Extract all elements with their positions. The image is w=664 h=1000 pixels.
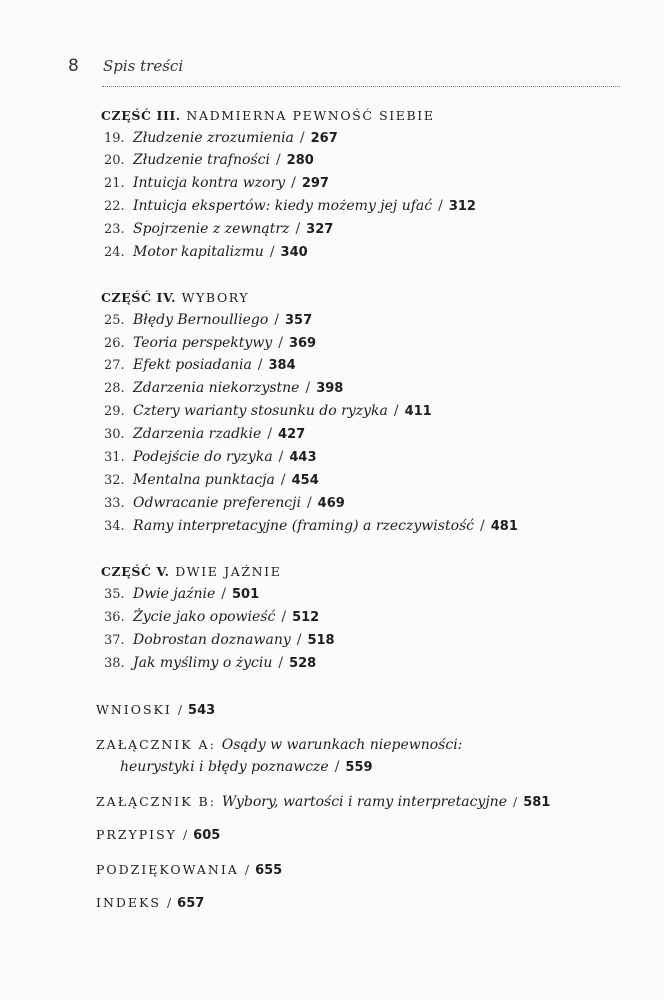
page-ref: 501 [231, 587, 260, 602]
separator: / [305, 380, 311, 396]
separator: / [296, 632, 302, 648]
section-label: ZAŁĄCZNIK B: [96, 794, 216, 809]
toc-entry[interactable] [104, 449, 317, 467]
toc-entry[interactable] [104, 518, 518, 536]
chapter-title: Intuicja ekspertów: kiedy możemy jej ufać [133, 198, 433, 214]
chapter-number: 36. [104, 610, 125, 625]
chapter-number: 29. [104, 404, 125, 419]
toc-acknowledgments[interactable] [96, 862, 282, 878]
chapter-title: Cztery warianty stosunku do ryzyka [133, 403, 388, 419]
page-ref: 469 [317, 496, 345, 511]
chapter-number: 21. [104, 176, 125, 191]
separator: / [177, 702, 183, 717]
separator: / [274, 312, 279, 328]
page-ref: 267 [310, 131, 338, 146]
chapter-number: 25. [104, 313, 125, 328]
toc-entry[interactable] [104, 221, 333, 239]
page-ref: 312 [448, 199, 476, 214]
page-ref: 543 [188, 703, 216, 718]
separator: / [182, 827, 188, 842]
appendix-title: Osądy w warunkach niepewności: [221, 737, 463, 753]
toc-appendix-a-continued[interactable] [120, 759, 373, 775]
page-ref: 340 [280, 245, 308, 260]
separator: / [291, 175, 296, 191]
toc-index[interactable] [96, 895, 204, 911]
part-name: NADMIERNA PEWNOŚĆ SIEBIE [186, 108, 435, 123]
page-ref: 518 [307, 633, 335, 648]
chapter-title: Złudzenie trafności [133, 152, 270, 168]
separator: / [269, 244, 275, 260]
part-label: CZĘŚĆ III. [101, 108, 181, 123]
appendix-title: Wybory, wartości i ramy interpretacyjne [221, 794, 507, 810]
separator: / [166, 895, 172, 910]
toc-entry[interactable] [104, 198, 476, 216]
toc-entry[interactable] [104, 130, 338, 148]
chapter-number: 30. [104, 427, 125, 442]
page-ref: 528 [289, 656, 317, 671]
toc-conclusions[interactable] [96, 702, 215, 718]
chapter-number: 32. [104, 473, 125, 488]
page-ref: 398 [316, 381, 344, 396]
page-ref: 657 [177, 896, 205, 911]
chapter-title: Życie jako opowieść [133, 609, 276, 625]
separator: / [221, 586, 226, 602]
page-ref: 297 [301, 176, 329, 191]
separator: / [295, 221, 301, 237]
separator: / [281, 609, 287, 625]
page-ref: 454 [291, 473, 319, 488]
separator: / [278, 449, 284, 465]
chapter-title: Teoria perspektywy [133, 335, 273, 351]
chapter-number: 19. [104, 131, 125, 146]
chapter-title: Dwie jaźnie [133, 586, 216, 602]
part-label: CZĘŚĆ IV. [101, 290, 177, 305]
chapter-number: 38. [104, 656, 125, 671]
chapter-number: 31. [104, 450, 125, 465]
toc-appendix-b[interactable] [96, 794, 550, 810]
toc-entry[interactable] [104, 335, 316, 353]
separator: / [438, 198, 443, 214]
chapter-title: Intuicja kontra wzory [133, 175, 286, 191]
chapter-number: 20. [104, 153, 125, 168]
chapter-title: Spojrzenie z zewnątrz [133, 221, 290, 237]
chapter-number: 26. [104, 336, 125, 351]
page-ref: 427 [278, 427, 306, 442]
part-heading [101, 564, 281, 579]
chapter-number: 22. [104, 199, 125, 214]
chapter-number: 34. [104, 519, 125, 534]
chapter-title: Odwracanie preferencji [133, 495, 301, 511]
toc-entry[interactable] [104, 403, 432, 421]
dotted-rule [102, 86, 620, 87]
page-ref: 280 [286, 153, 314, 168]
section-label: ZAŁĄCZNIK A: [96, 737, 216, 752]
page-ref: 443 [289, 450, 317, 465]
page-ref: 512 [292, 610, 320, 625]
page-ref: 327 [306, 222, 334, 237]
page-ref: 581 [523, 795, 551, 810]
chapter-title: Błędy Bernoulliego [133, 312, 269, 328]
separator: / [306, 495, 312, 511]
toc-entry[interactable] [104, 175, 329, 193]
separator: / [299, 130, 305, 146]
chapter-title: Jak myślimy o życiu [133, 655, 273, 671]
page-ref: 369 [288, 336, 317, 351]
toc-entry[interactable] [104, 152, 314, 170]
chapter-number: 37. [104, 633, 125, 648]
page-number: 8 [68, 56, 79, 76]
chapter-number: 24. [104, 245, 125, 260]
toc-entry[interactable] [104, 632, 335, 650]
toc-entry[interactable] [104, 655, 316, 673]
separator: / [257, 357, 263, 373]
chapter-title: Zdarzenia niekorzystne [133, 380, 300, 396]
separator: / [244, 862, 250, 877]
part-heading [101, 290, 249, 305]
separator: / [280, 472, 286, 488]
separator: / [267, 426, 273, 442]
chapter-number: 28. [104, 381, 125, 396]
running-title: Spis treści [103, 57, 184, 75]
section-label: PODZIĘKOWANIA [96, 862, 239, 877]
toc-entry[interactable] [104, 472, 319, 490]
chapter-title: Złudzenie zrozumienia [133, 130, 294, 146]
chapter-title: Zdarzenia rzadkie [133, 426, 262, 442]
part-label: CZĘŚĆ V. [101, 564, 170, 579]
part-name: DWIE JAŹNIE [175, 564, 282, 579]
section-label: WNIOSKI [96, 702, 172, 717]
section-label: INDEKS [96, 895, 161, 910]
toc-entry[interactable] [104, 380, 343, 398]
section-label: PRZYPISY [96, 827, 177, 842]
chapter-title: Podejście do ryzyka [133, 449, 273, 465]
toc-notes[interactable] [96, 827, 220, 843]
page-ref: 481 [490, 519, 518, 534]
toc-entry[interactable] [104, 586, 259, 604]
page-ref: 357 [285, 313, 313, 328]
toc-entry[interactable] [104, 495, 345, 513]
separator: / [278, 655, 284, 671]
part-heading [101, 108, 435, 123]
chapter-title: Ramy interpretacyjne (framing) a rzeczywistość [133, 518, 475, 534]
chapter-number: 23. [104, 222, 125, 237]
page-ref: 605 [193, 828, 221, 843]
toc-entry[interactable] [104, 312, 312, 330]
separator: / [334, 759, 340, 775]
chapter-number: 33. [104, 496, 125, 511]
chapter-title: Dobrostan doznawany [133, 632, 291, 648]
part-name: WYBORY [181, 290, 250, 305]
separator: / [480, 518, 485, 534]
separator: / [275, 152, 281, 168]
chapter-title: Efekt posiadania [133, 357, 252, 373]
toc-appendix-a[interactable] [96, 737, 462, 753]
separator: / [278, 335, 283, 351]
chapter-number: 27. [104, 358, 125, 373]
chapter-title: Mentalna punktacja [133, 472, 275, 488]
separator: / [512, 794, 518, 809]
chapter-number: 35. [104, 587, 125, 602]
toc-entry[interactable] [104, 609, 319, 627]
chapter-title: Motor kapitalizmu [133, 244, 264, 260]
toc-entry[interactable] [104, 426, 305, 444]
page-ref: 384 [268, 358, 296, 373]
page-ref: 411 [404, 404, 432, 419]
appendix-title-cont: heurystyki i błędy poznawcze [120, 759, 329, 775]
toc-entry[interactable] [104, 357, 296, 375]
page-ref: 655 [255, 863, 283, 878]
running-header [60, 56, 620, 78]
toc-entry[interactable] [104, 244, 308, 262]
page-ref: 559 [345, 760, 373, 775]
separator: / [393, 403, 399, 419]
